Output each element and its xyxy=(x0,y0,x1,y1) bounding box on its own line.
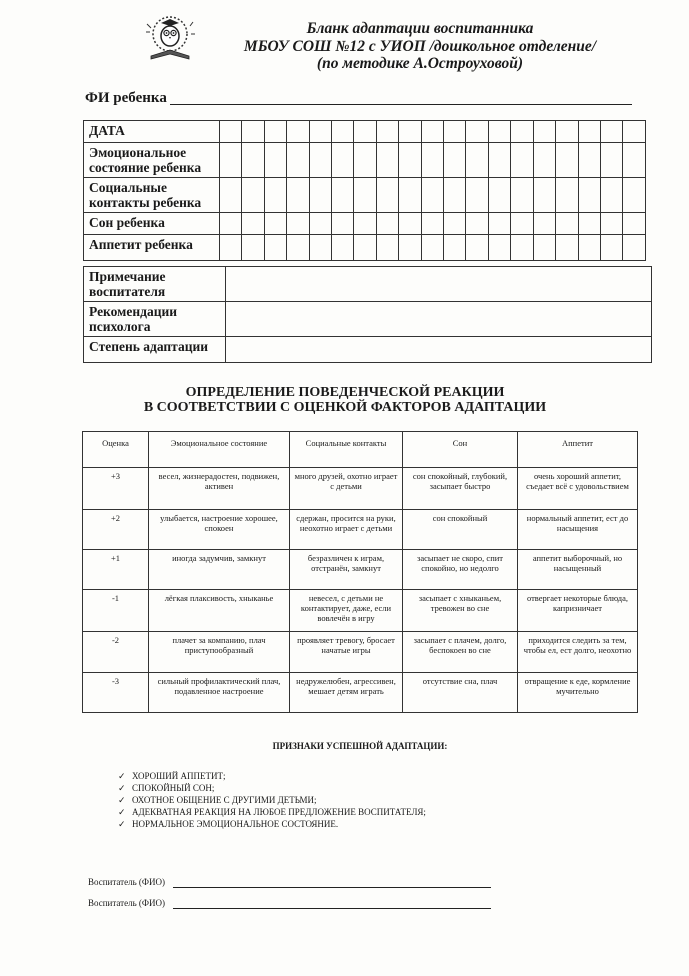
date-cell[interactable] xyxy=(488,121,510,143)
mark-cell[interactable] xyxy=(309,235,331,261)
mark-cell[interactable] xyxy=(623,143,646,178)
mark-cell[interactable] xyxy=(533,178,555,213)
mark-cell[interactable] xyxy=(287,213,309,235)
header-school: МБОУ СОШ №12 с УИОП /дошкольное отделение/ xyxy=(243,37,597,55)
column-header: Аппетит xyxy=(518,432,638,468)
mark-cell[interactable] xyxy=(466,143,488,178)
tracking-row-label: Эмоциональное состояние ребенка xyxy=(84,143,220,178)
section-title xyxy=(120,385,570,415)
signature-label: Воспитатель (ФИО) xyxy=(88,898,166,908)
signature-row xyxy=(88,898,165,908)
tracking-row xyxy=(84,213,646,235)
date-cell[interactable] xyxy=(287,121,309,143)
score-cell: -1 xyxy=(83,590,149,632)
description-cell: аппетит выборочный, но насыщенный xyxy=(518,550,638,590)
mark-cell[interactable] xyxy=(466,235,488,261)
mark-cell[interactable] xyxy=(309,143,331,178)
date-cell[interactable] xyxy=(600,121,622,143)
mark-cell[interactable] xyxy=(354,235,376,261)
date-cell[interactable] xyxy=(399,121,421,143)
mark-cell[interactable] xyxy=(309,178,331,213)
sign-item xyxy=(118,770,426,782)
description-cell: много друзей, охотно играет с детьми xyxy=(290,468,403,510)
description-cell: засыпает не скоро, спит спокойно, но недолго xyxy=(403,550,518,590)
notes-row xyxy=(84,302,652,337)
child-name-field[interactable] xyxy=(170,104,632,105)
description-cell: лёгкая плаксивость, хныканье xyxy=(149,590,290,632)
mark-cell[interactable] xyxy=(376,178,398,213)
mark-cell[interactable] xyxy=(578,143,600,178)
tracking-row-label: Аппетит ребенка xyxy=(84,235,220,261)
description-cell: сильный профилактический плач, подавленное настроение xyxy=(149,673,290,713)
mark-cell[interactable] xyxy=(421,178,443,213)
sign-item xyxy=(118,794,426,806)
mark-cell[interactable] xyxy=(332,235,354,261)
assessment-table xyxy=(82,431,638,713)
child-name-label: ФИ ребенка xyxy=(85,90,167,106)
date-cell[interactable] xyxy=(264,121,286,143)
form-header xyxy=(220,20,620,73)
column-header: Эмоциональное состояние xyxy=(149,432,290,468)
mark-cell[interactable] xyxy=(488,235,510,261)
mark-cell[interactable] xyxy=(376,143,398,178)
mark-cell[interactable] xyxy=(623,178,646,213)
mark-cell[interactable] xyxy=(533,213,555,235)
mark-cell[interactable] xyxy=(264,143,286,178)
notes-label: Рекомендации психолога xyxy=(84,302,226,337)
mark-cell[interactable] xyxy=(332,178,354,213)
checkmark-icon: ✓ xyxy=(118,783,126,793)
mark-cell[interactable] xyxy=(600,143,622,178)
description-cell: отвергает некоторые блюда, капризничает xyxy=(518,590,638,632)
date-cell[interactable] xyxy=(309,121,331,143)
mark-cell[interactable] xyxy=(287,143,309,178)
date-cell[interactable] xyxy=(354,121,376,143)
checkmark-icon: ✓ xyxy=(118,819,126,829)
mark-cell[interactable] xyxy=(332,143,354,178)
column-header: Оценка xyxy=(83,432,149,468)
assessment-row xyxy=(83,590,638,632)
mark-cell[interactable] xyxy=(488,143,510,178)
mark-cell[interactable] xyxy=(444,178,466,213)
mark-cell[interactable] xyxy=(354,213,376,235)
mark-cell[interactable] xyxy=(220,178,242,213)
sign-text: ОХОТНОЕ ОБЩЕНИЕ С ДРУГИМИ ДЕТЬМИ; xyxy=(132,795,317,805)
sign-item xyxy=(118,806,426,818)
mark-cell[interactable] xyxy=(623,235,646,261)
score-cell: +3 xyxy=(83,468,149,510)
notes-row xyxy=(84,337,652,363)
signature-row xyxy=(88,877,165,887)
mark-cell[interactable] xyxy=(242,235,264,261)
mark-cell[interactable] xyxy=(399,235,421,261)
date-cell[interactable] xyxy=(332,121,354,143)
column-header: Социальные контакты xyxy=(290,432,403,468)
mark-cell[interactable] xyxy=(623,213,646,235)
score-cell: +1 xyxy=(83,550,149,590)
mark-cell[interactable] xyxy=(399,213,421,235)
signs-title: ПРИЗНАКИ УСПЕШНОЙ АДАПТАЦИИ: xyxy=(272,741,448,751)
assessment-row xyxy=(83,632,638,673)
mark-cell[interactable] xyxy=(354,143,376,178)
section-title-line: В СООТВЕТСТВИИ С ОЦЕНКОЙ ФАКТОРОВ АДАПТАЦИИ xyxy=(143,400,547,415)
description-cell: весел, жизнерадостен, подвижен, активен xyxy=(149,468,290,510)
mark-cell[interactable] xyxy=(578,178,600,213)
tracking-row xyxy=(84,121,646,143)
description-cell: очень хороший аппетит, съедает всё с удовольствием xyxy=(518,468,638,510)
mark-cell[interactable] xyxy=(556,143,578,178)
column-header: Сон xyxy=(403,432,518,468)
mark-cell[interactable] xyxy=(220,235,242,261)
signature-label: Воспитатель (ФИО) xyxy=(88,877,166,887)
mark-cell[interactable] xyxy=(332,213,354,235)
description-cell: невесел, с детьми не контактирует, даже, если вовлечён в игру xyxy=(290,590,403,632)
mark-cell[interactable] xyxy=(511,178,533,213)
notes-row xyxy=(84,267,652,302)
mark-cell[interactable] xyxy=(466,213,488,235)
description-cell: улыбается, настроение хорошее, спокоен xyxy=(149,510,290,550)
date-cell[interactable] xyxy=(466,121,488,143)
notes-table xyxy=(83,266,652,363)
date-cell[interactable] xyxy=(511,121,533,143)
tracking-row-label: Сон ребенка xyxy=(84,213,220,235)
mark-cell[interactable] xyxy=(444,143,466,178)
tracking-row-label: Социальные контакты ребенка xyxy=(84,178,220,213)
mark-cell[interactable] xyxy=(421,235,443,261)
assessment-row xyxy=(83,550,638,590)
mark-cell[interactable] xyxy=(578,213,600,235)
sign-text: СПОКОЙНЫЙ СОН; xyxy=(132,783,215,793)
assessment-header-row xyxy=(83,432,638,468)
tracking-row xyxy=(84,235,646,261)
signature-line[interactable] xyxy=(173,908,491,909)
checkmark-icon: ✓ xyxy=(118,771,126,781)
description-cell: плачет за компанию, плач приступообразный xyxy=(149,632,290,673)
mark-cell[interactable] xyxy=(511,213,533,235)
description-cell: засыпает с плачем, долго, беспокоен во сне xyxy=(403,632,518,673)
date-cell[interactable] xyxy=(623,121,646,143)
sign-item xyxy=(118,782,426,794)
mark-cell[interactable] xyxy=(511,143,533,178)
date-cell[interactable] xyxy=(220,121,242,143)
mark-cell[interactable] xyxy=(488,213,510,235)
date-cell[interactable] xyxy=(421,121,443,143)
sign-text: АДЕКВАТНАЯ РЕАКЦИЯ НА ЛЮБОЕ ПРЕДЛОЖЕНИЕ ВОСПИТАТЕЛЯ; xyxy=(132,807,426,817)
mark-cell[interactable] xyxy=(421,213,443,235)
tracking-row-label: ДАТА xyxy=(84,121,220,143)
notes-field[interactable] xyxy=(226,267,652,302)
notes-field[interactable] xyxy=(226,337,652,363)
checkmark-icon: ✓ xyxy=(118,795,126,805)
header-title: Бланк адаптации воспитанника xyxy=(306,20,534,37)
mark-cell[interactable] xyxy=(287,178,309,213)
mark-cell[interactable] xyxy=(578,235,600,261)
mark-cell[interactable] xyxy=(309,213,331,235)
mark-cell[interactable] xyxy=(600,213,622,235)
description-cell: нормальный аппетит, ест до насыщения xyxy=(518,510,638,550)
date-cell[interactable] xyxy=(376,121,398,143)
mark-cell[interactable] xyxy=(556,213,578,235)
mark-cell[interactable] xyxy=(600,235,622,261)
mark-cell[interactable] xyxy=(556,235,578,261)
mark-cell[interactable] xyxy=(242,213,264,235)
mark-cell[interactable] xyxy=(242,178,264,213)
tracking-grid xyxy=(83,120,646,261)
notes-label: Степень адаптации xyxy=(84,337,226,363)
description-cell: сдержан, просится на руки, неохотно играет с детьми xyxy=(290,510,403,550)
mark-cell[interactable] xyxy=(264,178,286,213)
description-cell: отвращение к еде, кормление мучительно xyxy=(518,673,638,713)
assessment-row xyxy=(83,468,638,510)
date-cell[interactable] xyxy=(242,121,264,143)
mark-cell[interactable] xyxy=(354,178,376,213)
mark-cell[interactable] xyxy=(220,213,242,235)
description-cell: сон спокойный xyxy=(403,510,518,550)
sign-text: НОРМАЛЬНОЕ ЭМОЦИОНАЛЬНОЕ СОСТОЯНИЕ. xyxy=(132,819,339,829)
mark-cell[interactable] xyxy=(533,235,555,261)
assessment-row xyxy=(83,510,638,550)
sign-item xyxy=(118,818,426,830)
mark-cell[interactable] xyxy=(220,143,242,178)
score-cell: +2 xyxy=(83,510,149,550)
mark-cell[interactable] xyxy=(287,235,309,261)
header-method: (по методике А.Остроуховой) xyxy=(316,55,524,72)
mark-cell[interactable] xyxy=(466,178,488,213)
mark-cell[interactable] xyxy=(242,143,264,178)
mark-cell[interactable] xyxy=(264,235,286,261)
signature-line[interactable] xyxy=(173,887,491,888)
mark-cell[interactable] xyxy=(444,213,466,235)
description-cell: засыпает с хныканьем, тревожен во сне xyxy=(403,590,518,632)
signs-list xyxy=(118,770,426,830)
mark-cell[interactable] xyxy=(488,178,510,213)
mark-cell[interactable] xyxy=(264,213,286,235)
mark-cell[interactable] xyxy=(600,178,622,213)
mark-cell[interactable] xyxy=(421,143,443,178)
sign-text: ХОРОШИЙ АППЕТИТ; xyxy=(132,771,226,781)
description-cell: проявляет тревогу, бросает начатые игры xyxy=(290,632,403,673)
tracking-row xyxy=(84,178,646,213)
owl-on-book-logo xyxy=(143,12,197,62)
section-title-line: ОПРЕДЕЛЕНИЕ ПОВЕДЕНЧЕСКОЙ РЕАКЦИИ xyxy=(185,385,505,400)
description-cell: иногда задумчив, замкнут xyxy=(149,550,290,590)
score-cell: -3 xyxy=(83,673,149,713)
checkmark-icon: ✓ xyxy=(118,807,126,817)
date-cell[interactable] xyxy=(444,121,466,143)
description-cell: сон спокойный, глубокий, засыпает быстро xyxy=(403,468,518,510)
assessment-row xyxy=(83,673,638,713)
mark-cell[interactable] xyxy=(533,143,555,178)
mark-cell[interactable] xyxy=(376,235,398,261)
notes-label: Примечание воспитателя xyxy=(84,267,226,302)
notes-field[interactable] xyxy=(226,302,652,337)
mark-cell[interactable] xyxy=(556,178,578,213)
description-cell: отсутствие сна, плач xyxy=(403,673,518,713)
mark-cell[interactable] xyxy=(376,213,398,235)
description-cell: недружелюбен, агрессивен, мешает детям играть xyxy=(290,673,403,713)
date-cell[interactable] xyxy=(556,121,578,143)
score-cell: -2 xyxy=(83,632,149,673)
tracking-row xyxy=(84,143,646,178)
mark-cell[interactable] xyxy=(399,178,421,213)
mark-cell[interactable] xyxy=(511,235,533,261)
date-cell[interactable] xyxy=(533,121,555,143)
description-cell: приходится следить за тем, чтобы ел, ест долго, неохотно xyxy=(518,632,638,673)
description-cell: безразличен к играм, отстранён, замкнут xyxy=(290,550,403,590)
mark-cell[interactable] xyxy=(399,143,421,178)
mark-cell[interactable] xyxy=(444,235,466,261)
date-cell[interactable] xyxy=(578,121,600,143)
